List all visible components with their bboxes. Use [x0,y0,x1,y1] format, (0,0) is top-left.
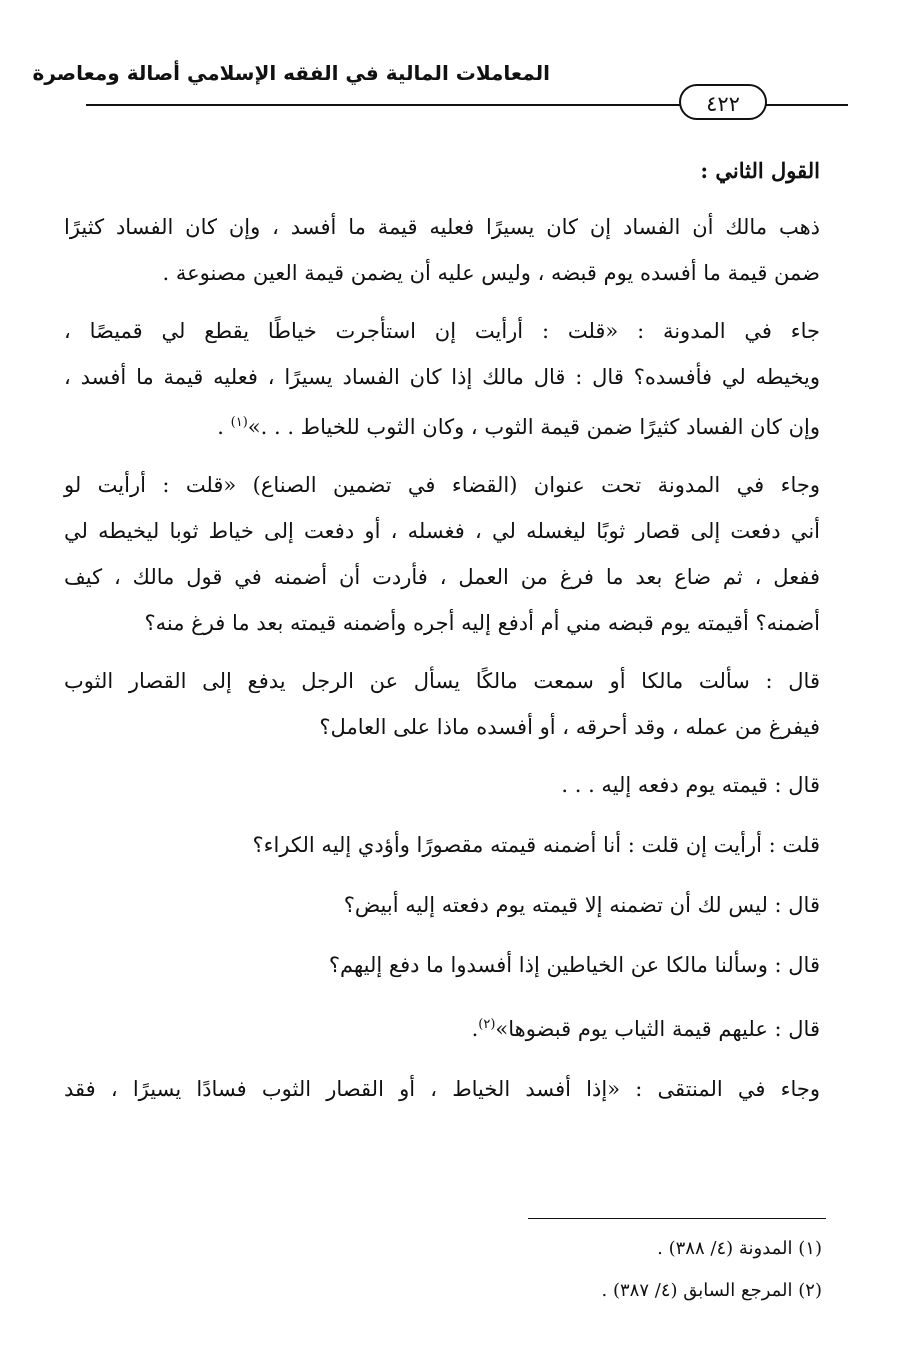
footnote-ref-2[interactable]: (٢) [478,1017,496,1032]
footnote-ref-1[interactable]: (١) [230,415,248,430]
text-line: وجاء في المنتقى : «إذا أفسد الخياط ، أو القصار الثوب فسادًا يسيرًا ، فقد [64,1077,820,1101]
text-line: ويخيطه لي فأفسده؟ قال : قال مالك إذا كان الفساد يسيرًا ، فعليه قيمة ما أفسد ، [64,365,820,389]
text-line: أني دفعت إلى قصار ثوبًا ليغسله لي ، فغسله ، أو دفعت إلى خياط ثوبا ليخيطه لي [64,519,820,543]
page-body [64,150,820,1124]
dialogue-line: قال : ليس لك أن تضمنه إلا قيمته يوم دفعته إليه أبيض؟ [343,893,820,917]
text-line: ضمن قيمة ما أفسده يوم قبضه ، وليس عليه أن يضمن قيمة العين مصنوعة . [162,261,820,285]
text-line-with-ref: وإن كان الفساد كثيرًا ضمن قيمة الثوب ، وكان الثوب للخياط . . .»$^{(١)}$ . [217,415,820,439]
dialogue-line: قال : وسألنا مالكا عن الخياطين إذا أفسدوا ما دفع إليهم؟ [328,953,820,977]
text-line: ذهب مالك أن الفساد إن كان يسيرًا فعليه قيمة ما أفسد ، وإن كان الفساد كثيرًا [64,215,820,239]
text-line: أضمنه؟ أقيمته يوم قبضه مني أم أدفع إليه أجره وأضمنه قيمته بعد ما فرغ منه؟ [144,611,820,635]
dialogue-line: قال : قيمته يوم دفعه إليه . . . [561,773,820,797]
footnotes [422,1236,822,1320]
page-number-badge: ٤٢٢ [679,84,767,120]
dialogue-line: قلت : أرأيت إن قلت : أنا أضمنه قيمته مقصورًا وأؤدي إليه الكراء؟ [252,833,820,857]
paragraph-4 [64,658,820,750]
paragraph-5 [64,1066,820,1112]
text-line: قال : سألت مالكا أو سمعت مالكًا يسأل عن الرجل يدفع إلى القصار الثوب [64,669,820,693]
footnote-2: (٢) المرجع السابق (٤/ ٣٨٧) . [601,1280,822,1301]
text-fragment: وإن كان الفساد كثيرًا ضمن قيمة الثوب ، وكان الثوب للخياط . . .» [247,415,820,439]
paragraph-3 [64,462,820,646]
text-line: جاء في المدونة : «قلت : أرأيت إن استأجرت خياطًا يقطع لي قميصًا ، [64,319,820,343]
text-fragment: . [471,1017,479,1041]
text-fragment: قال : عليهم قيمة الثياب يوم قبضوها» [495,1017,820,1041]
paragraph-2 [64,308,820,450]
text-line: ففعل ، ثم ضاع بعد ما فرغ من العمل ، فأردت أن أضمنه في قول مالك ، كيف [64,565,820,589]
footnote-rule [528,1218,826,1219]
paragraph-1 [64,204,820,296]
dialogue-line-with-ref [64,1002,820,1052]
section-heading: القول الثاني : [700,158,820,183]
text-line: فيفرغ من عمله ، وقد أحرقه ، أو أفسده ماذا على العامل؟ [319,715,820,739]
page-header-title: المعاملات المالية في الفقه الإسلامي أصالة ومعاصرة [32,61,550,85]
text-line: وجاء في المدونة تحت عنوان (القضاء في تضمين الصناع) «قلت : أرأيت لو [64,473,820,497]
footnote-1: (١) المدونة (٤/ ٣٨٨) . [657,1238,822,1259]
